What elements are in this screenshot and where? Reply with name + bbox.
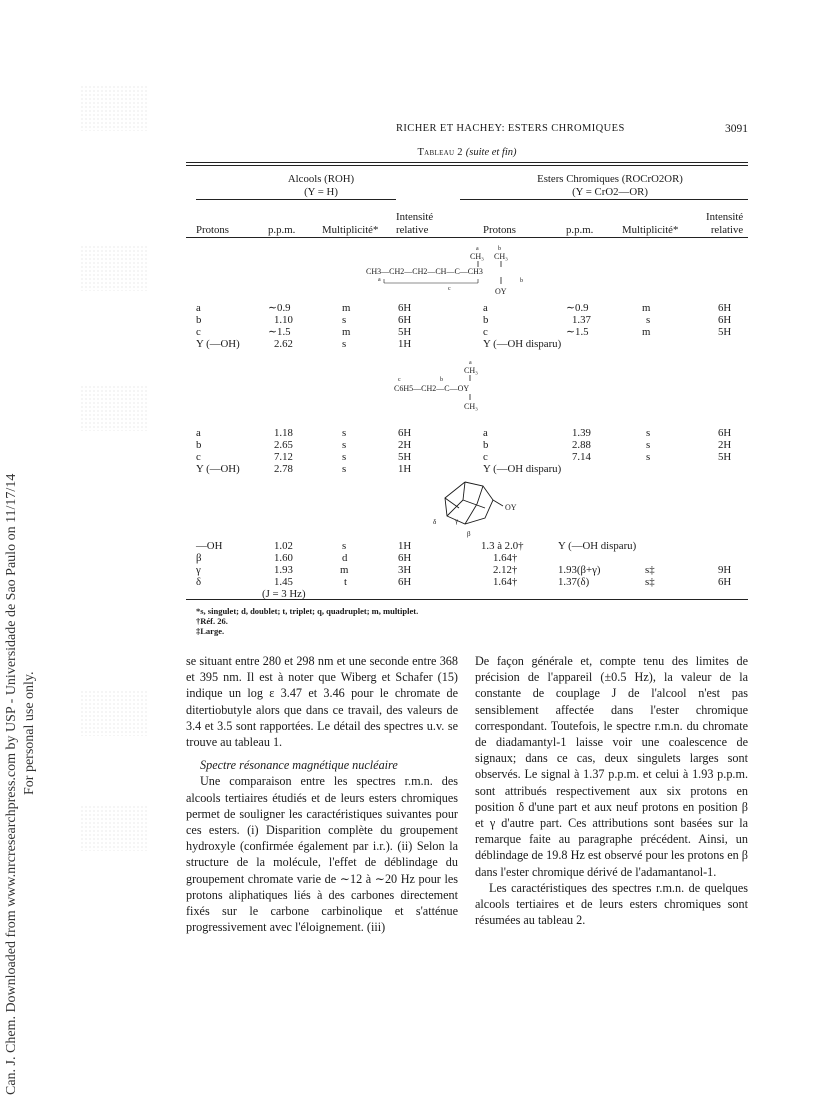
table-cell: 1.64† [493, 552, 518, 564]
col-ppm-right: p.p.m. [566, 224, 594, 236]
table-cell: Y (—OH disparu) [483, 463, 562, 475]
table-cell: s‡ [645, 576, 655, 588]
scan-speckle [80, 805, 148, 851]
svg-text:b: b [498, 246, 501, 252]
body-column-right [475, 653, 748, 928]
table-cell: t [344, 576, 347, 588]
svg-text:c: c [448, 286, 451, 292]
table-cell: 2H [718, 439, 732, 451]
table-cell: 6H [718, 427, 732, 439]
table-title-continued: (suite et fin) [465, 147, 517, 158]
body-column-left [186, 653, 458, 935]
heading-line: Esters Chromiques (ROCrO2OR) [537, 173, 683, 185]
c2-row-a-proton: a [196, 427, 201, 439]
table-title [186, 147, 748, 158]
page-number: 3091 [725, 123, 748, 135]
scan-speckle [80, 85, 148, 131]
table-title-main: Tableau 2 [417, 147, 463, 158]
heading-line: Intensité [706, 211, 744, 223]
table-top-rule-2 [186, 165, 748, 166]
table-cell: 1.02 [274, 540, 293, 552]
col-multiplicity-left: Multiplicité* [322, 224, 379, 236]
paragraph-coupling-constant: De façon générale et, compte tenu des limites de précision de l'appareil (±0.5 Hz), la valeur de la constante de couplage J de l'alcool n'est pas sensiblement affectée dans l'ester chromique correspondant. Toutefois, le spectre r.m.n. du chromate de diadamantyl-1 laisse voir une coalescence de signaux; dans ce cas, deux singulets larges sont observés. Le signal à 1.37 p.p.m. et celui à 1.93 p.p.m. sont attribués respectivement aux six protons en position δ d'une part et aux neuf protons en position β et γ d'autre part. Ces attributions sont basées sur la remarque faite au paragraphe précédent. Ainsi, un déblindage de 19.8 Hz est observé pour les protons en β dans l'ester chromique dérivé de l'adamantanol-1. [475, 654, 748, 879]
download-watermark [0, 205, 60, 1095]
table-cell: 1.45 [274, 576, 293, 588]
col-intensity-left [396, 211, 433, 237]
svg-text:b: b [440, 377, 443, 383]
paragraph-summary: Les caractéristiques des spectres r.m.n. de quelques alcools tertiaires et de leurs esters chromiques sont résumées au tableau 2. [475, 880, 748, 928]
table-cell: 1.37 [572, 314, 591, 326]
svg-text:OY: OY [495, 287, 507, 296]
table-cell: 6H [398, 302, 412, 314]
table-cell: c [483, 451, 488, 463]
heading-line: relative [396, 224, 429, 236]
svg-text:a: a [469, 360, 472, 366]
table-cell: 1.39 [572, 427, 591, 439]
table-cell: 3H [398, 564, 412, 576]
scan-speckle [80, 690, 148, 736]
table-footnotes [196, 606, 418, 636]
table-cell: s [646, 427, 651, 439]
table-cell: 5H [718, 326, 732, 338]
table-cell: s [646, 451, 651, 463]
table-cell: ∼1.5 [566, 326, 589, 338]
table-cell: m [642, 302, 651, 314]
table-cell: 1.93 [274, 564, 293, 576]
table-cell: 2H [398, 439, 412, 451]
svg-text:CH₃: CH₃ [494, 252, 508, 261]
svg-text:a: a [378, 277, 381, 283]
heading-line: Intensité [396, 211, 434, 223]
table-cell: b [483, 314, 489, 326]
c1-row-b-proton: b [196, 314, 202, 326]
footnote-reference: †Réf. 26. [196, 616, 228, 626]
table-cell: d [342, 552, 348, 564]
table-cell: ∼0.9 [566, 302, 589, 314]
paragraph-uv-spectra: se situant entre 280 et 298 nm et une seconde entre 368 et 395 nm. Il est à noter que Wiberg et Schafer (15) indique un log ε 3.47 et 3.46 pour le chromate de ditertiobutyle alors que dans ce travail, des valeurs de 3.4 et 3.5 sont rapportées. Le détail des spectres u.v. se trouve au tableau 1. [186, 654, 458, 750]
table-cell: 2.65 [274, 439, 293, 451]
table-cell: s [646, 314, 651, 326]
svg-text:b: b [520, 278, 523, 284]
structure-compound-1 [360, 242, 560, 300]
c3-row-gamma-proton: γ [196, 564, 201, 576]
c2-row-b-proton: b [196, 439, 202, 451]
structure-compound-2 [390, 356, 530, 418]
table-cell: b [483, 439, 489, 451]
table-cell: Y (—OH disparu) [558, 540, 637, 552]
table-cell: 7.14 [572, 451, 591, 463]
table-cell: s [342, 540, 347, 552]
c2-row-c-proton: c [196, 451, 201, 463]
table-cell: m [340, 564, 349, 576]
col-intensity-right [706, 211, 743, 237]
svg-text:δ: δ [433, 518, 437, 526]
table-cell: Y (—OH disparu) [483, 338, 562, 350]
svg-text:CH₃: CH₃ [464, 402, 478, 411]
table-cell: 7.12 [274, 451, 293, 463]
scan-speckle [80, 385, 148, 431]
table-cell: m [642, 326, 651, 338]
col-protons-right: Protons [483, 224, 516, 236]
table-cell: s [342, 463, 347, 475]
structure-adamantane [425, 478, 535, 540]
table-top-rule [186, 162, 748, 163]
heading-line: (Y = H) [304, 186, 338, 198]
table-cell: s‡ [645, 564, 655, 576]
structure-formula-2: C6H5—CH2—C—OY [394, 384, 470, 393]
table-cell: 2.88 [572, 439, 591, 451]
col-protons-left: Protons [196, 224, 229, 236]
col-multiplicity-right: Multiplicité* [622, 224, 679, 236]
footnote-multiplicity: *s, singulet; d, doublet; t, triplet; q, quadruplet; m, multiplet. [196, 606, 419, 616]
section-subheading: Spectre résonance magnétique nucléaire [200, 758, 398, 773]
heading-line: Alcools (ROH) [287, 173, 355, 185]
table-cell: 1.10 [274, 314, 293, 326]
c2-row-oh-proton: Y (—OH) [196, 463, 240, 475]
svg-text:c: c [398, 377, 401, 383]
table-cell: m [342, 302, 351, 314]
c1-row-c-proton: c [196, 326, 201, 338]
svg-text:CH₃: CH₃ [470, 252, 484, 261]
table-cell: ∼0.9 [268, 302, 291, 314]
table-cell: 6H [398, 427, 412, 439]
heading-line: (Y = CrO2—OR) [572, 186, 648, 198]
table-cell: s [342, 338, 347, 350]
c3-row-delta-proton: δ [196, 576, 202, 588]
svg-text:β: β [467, 530, 471, 538]
watermark-line-2: For personal use only. [22, 671, 37, 795]
table-cell: 5H [398, 326, 412, 338]
table-cell: 1H [398, 338, 412, 350]
table-cell: 5H [398, 451, 412, 463]
svg-text:γ: γ [455, 517, 459, 525]
table-cell: 1.37(δ) [558, 576, 590, 588]
table-cell: 1.93(β+γ) [558, 564, 601, 576]
table-cell: 6H [718, 314, 732, 326]
running-title: RICHER ET HACHEY: ESTERS CHROMIQUES [396, 123, 625, 134]
paragraph-nmr-comparison: Une comparaison entre les spectres r.m.n. des alcools tertiaires étudiés et de leurs esters chromiques permet de souligner les caractéristiques suivantes pour ces esters. (i) Disparition complète du groupement hydroxyle (confirmée également par i.r.). (ii) Selon la structure de la molécule, l'effet de déblindage du groupement chromate varie de ∼12 à ∼20 Hz pour les protons aliphatiques liés à des carbones directement fixés sur le carbone carbinolique et s'atténue progressivement avec l'éloignement. (iii) [186, 774, 458, 935]
table-cell: a [483, 302, 488, 314]
table-cell: s [342, 439, 347, 451]
table-cell: 1.64† [493, 576, 518, 588]
table-cell: 9H [718, 564, 732, 576]
watermark-line-1: Can. J. Chem. Downloaded from www.nrcresearchpress.com by USP - Universidade de Sao Paulo on 11/17/14 [4, 473, 19, 1095]
c1-row-a-proton: a [196, 302, 201, 314]
table-cell: 2.78 [274, 463, 293, 475]
header-bottom-rule [186, 237, 748, 238]
table-cell: c [483, 326, 488, 338]
coupling-constant: (J = 3 Hz) [262, 588, 306, 600]
table-cell: 5H [718, 451, 732, 463]
table-cell: 1.18 [274, 427, 293, 439]
table-cell: 6H [398, 576, 412, 588]
table-cell: 1H [398, 540, 412, 552]
table-cell: ∼1.5 [268, 326, 291, 338]
col-ppm-left: p.p.m. [268, 224, 296, 236]
table-cell: 2.62 [274, 338, 293, 350]
table-cell: a [483, 427, 488, 439]
table-cell: 2.12† [493, 564, 518, 576]
table-cell: m [342, 326, 351, 338]
svg-text:CH₃: CH₃ [464, 366, 478, 375]
heading-line: relative [710, 224, 744, 236]
table-cell: s [342, 427, 347, 439]
table-cell: s [342, 451, 347, 463]
c1-row-oh-proton: Y (—OH) [196, 338, 240, 350]
table-cell: 6H [718, 302, 732, 314]
structure-formula-1: CH3—CH2—CH2—CH—C—CH3 [366, 267, 483, 276]
table-cell: s [646, 439, 651, 451]
table-cell: s [342, 314, 347, 326]
scan-speckle [80, 245, 148, 291]
table-cell: 6H [398, 314, 412, 326]
c3-row-oh-proton: —OH [196, 540, 223, 552]
svg-text:a: a [476, 246, 479, 252]
group-heading-alcohols [196, 173, 446, 199]
table-cell: 1H [398, 463, 412, 475]
table-cell: 6H [718, 576, 732, 588]
group-rule-right [460, 199, 748, 200]
table-cell: 1.60 [274, 552, 293, 564]
c3-row-beta-proton: β [196, 552, 202, 564]
table-cell: 6H [398, 552, 412, 564]
adamantane-oy-label: OY [505, 503, 517, 512]
group-heading-esters [470, 173, 750, 199]
table-cell: 1.3 à 2.0† [481, 540, 524, 552]
footnote-large: ‡Large. [196, 626, 225, 636]
group-rule-left [196, 199, 396, 200]
